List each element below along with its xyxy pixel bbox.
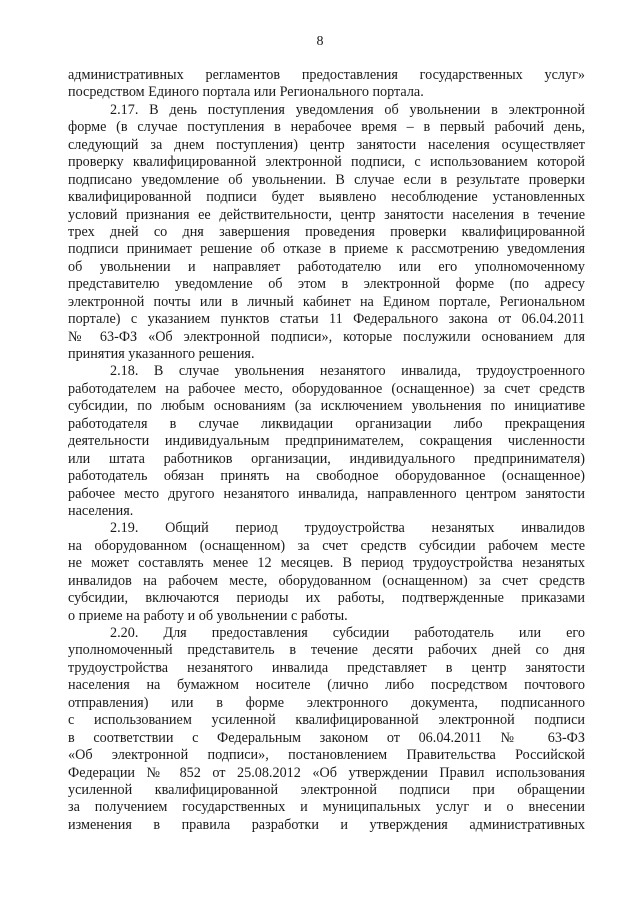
- text-line: 2.20. Для предоставления субсидии работодатель или его: [110, 625, 585, 641]
- text-line: 2.19. Общий период трудоустройства незанятых инвалидов: [110, 520, 585, 537]
- text-line: инвалидов на рабочем месте, оборудованном (оснащенном) за счет средств: [68, 572, 585, 589]
- text-line: № 63-ФЗ «Об электронной подписи», которые послужили основанием для: [68, 328, 585, 345]
- text-line: условий признания ее действительности, центр занятости населения в течение: [68, 206, 585, 223]
- text-line: квалифицированной подписи будет выявлено несоблюдение установленных: [68, 189, 585, 206]
- text-line: изменения в правила разработки и утверждения административных: [68, 816, 585, 833]
- text-line: проверку квалифицированной электронной подписи, с использованием которой: [68, 154, 585, 171]
- text-line: Федерации № 852 от 25.08.2012 «Об утверждении Правил использования: [68, 764, 585, 781]
- text-line: усиленной квалифицированной электронной подписи при обращении: [68, 781, 585, 798]
- text-line: 2.17. В день поступления уведомления об увольнении в электронной: [110, 101, 585, 118]
- text-line: рабочее место другого незанятого инвалида, направленного центром занятости: [68, 485, 585, 502]
- text-line: о приеме на работу и об увольнении с работы.: [68, 607, 348, 624]
- text-line: с использованием усиленной квалифицированной электронной подписи: [68, 712, 585, 729]
- text-line: работодатель обязан принять на свободное оборудованное (оснащенное): [68, 468, 585, 485]
- text-line: работодателя в случае ликвидации организации либо прекращения: [68, 415, 585, 432]
- text-line: об увольнении и направляет работодателю или его уполномоченному: [68, 258, 585, 275]
- text-line: посредством Единого портала или Регионального портала.: [68, 84, 424, 101]
- text-line: электронной почты или в личный кабинет на Едином портале, Региональном: [68, 293, 585, 310]
- text-line: на оборудованном (оснащенном) за счет средств субсидии рабочем месте: [68, 537, 585, 554]
- text-line: подписано уведомление об увольнении. В случае если в результате проверки: [68, 171, 585, 188]
- text-line: «Об электронной подписи», постановлением Правительства Российской: [68, 747, 585, 764]
- text-line: уполномоченный представитель в течение десяти рабочих дней со дня: [68, 642, 585, 659]
- text-line: в соответствии с Федеральным законом от 06.04.2011 № 63-ФЗ: [68, 729, 585, 746]
- text-line: портале) с указанием пунктов статьи 11 Федерального закона от 06.04.2011: [68, 311, 585, 328]
- text-line: административных регламентов предоставления государственных услуг»: [68, 67, 585, 83]
- text-line: населения.: [68, 502, 134, 519]
- text-line: населения на бумажном носителе (лично либо посредством почтового: [68, 677, 585, 694]
- text-line: представителю уведомление об этом в электронной форме (по адресу: [68, 276, 585, 293]
- text-line: субсидии, по любым основаниям (за исключением увольнения по инициативе: [68, 398, 585, 415]
- text-line: за получением государственных и муниципальных услуг и о внесении: [68, 799, 585, 816]
- text-line: деятельности индивидуальным предпринимателем, сокращения численности: [68, 433, 585, 450]
- text-line: следующий за днем поступления) центр занятости населения осуществляет: [68, 136, 585, 153]
- text-line: субсидии, включаются периоды их работы, подтвержденные приказами: [68, 590, 585, 607]
- text-line: трудоустройства незанятого инвалида представляет в центр занятости: [68, 659, 585, 676]
- text-line: подписи принимает решение об отказе в приеме к рассмотрению уведомления: [68, 241, 585, 258]
- text-line: форме (в случае поступления в нерабочее время – в первый рабочий день,: [68, 119, 585, 136]
- text-line: принятия указанного решения.: [68, 346, 255, 362]
- text-line: отправления) или в форме электронного документа, подписанного: [68, 694, 585, 711]
- text-line: трех дней со дня завершения проведения проверки квалифицированной: [68, 223, 585, 240]
- text-line: не может составлять менее 12 месяцев. В период трудоустройства незанятых: [68, 555, 585, 572]
- page-number: 8: [316, 34, 324, 49]
- text-line: или штата работников организации, индивидуального предпринимателя): [68, 450, 585, 467]
- text-line: работодателем на рабочее место, оборудованное (оснащенное) за счет средств: [68, 380, 585, 397]
- text-line: 2.18. В случае увольнения незанятого инвалида, трудоустроенного: [110, 363, 585, 380]
- document-body: [68, 67, 585, 834]
